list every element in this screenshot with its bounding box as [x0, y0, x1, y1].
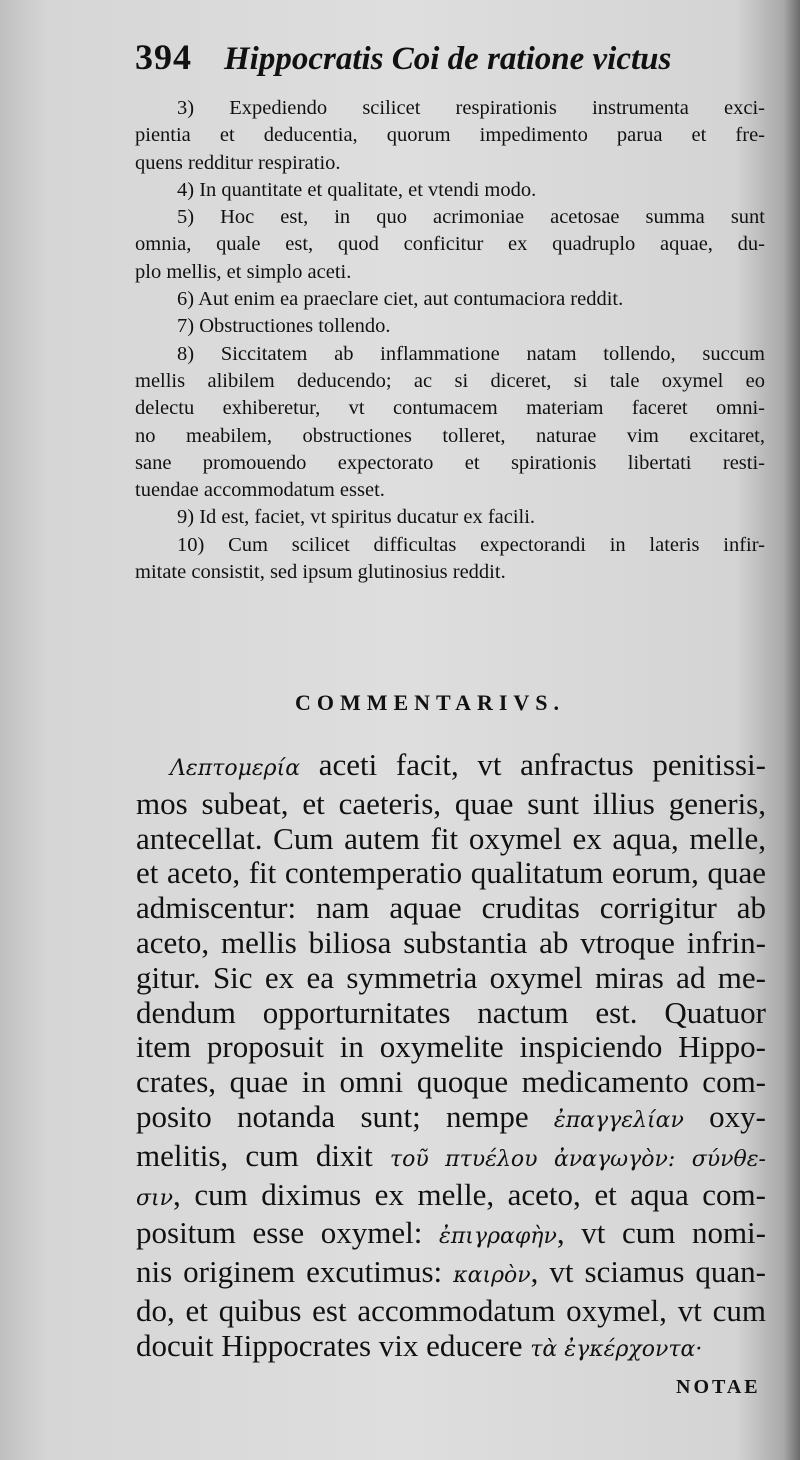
footnotes-block [135, 95, 765, 586]
latin-text: admiscentur: nam aquae cruditas corrigitur ab [136, 890, 766, 926]
footnote-line: 3) Expediendo scilicet respirationis instrumenta exci- [177, 97, 765, 119]
latin-text: aceto, mellis biliosa substantia ab vtroque infrin- [136, 924, 766, 960]
footnote-line: delectu exhiberetur, vt contumacem materiam faceret omni- [135, 397, 765, 420]
commentary-line [136, 891, 766, 926]
commentary-line [136, 1294, 766, 1329]
latin-text: , cum diximus ex melle, aceto, et aqua com- [173, 1176, 766, 1212]
greek-term: τὰ ἐγκέρχοντα· [530, 1336, 703, 1362]
footnote-line: omnia, quale est, quod conficitur ex quadruplo aquae, du- [135, 233, 765, 256]
greek-term: ἐπιγραφὴν [439, 1224, 557, 1250]
commentary-line [136, 1139, 766, 1178]
latin-text: dendum opporturnitates nactum est. Quatuor [136, 994, 766, 1030]
latin-text: mos subeat, et caeteris, quae sunt illius generis, [136, 785, 766, 821]
footnote-line: no meabilem, obstructiones tolleret, naturae vim excitaret, [135, 424, 765, 447]
footnote-line: plo mellis, et simplo aceti. [135, 260, 352, 283]
latin-text: melitis, cum dixit [136, 1137, 390, 1173]
commentary-line [136, 787, 766, 822]
latin-text: positum esse oxymel: [136, 1215, 440, 1251]
latin-text: nis originem excutimus: [136, 1254, 454, 1290]
commentary-heading: COMMENTARIVS. [294, 690, 566, 715]
commentary-line [136, 996, 766, 1031]
footnote-line: 9) Id est, faciet, vt spiritus ducatur ex facili. [177, 506, 536, 529]
footnote-line: quens redditur respiratio. [135, 151, 341, 174]
commentary-line [136, 1030, 766, 1065]
commentary-line [136, 1065, 766, 1100]
greek-term: ἐπαγγελίαν [553, 1107, 684, 1133]
footnote-line: mellis alibilem deducendo; ac si diceret, si tale oxymel eo [135, 369, 765, 392]
page-header [135, 36, 775, 86]
latin-text: et aceto, fit contemperatio qualitatum eorum, quae [136, 855, 766, 891]
greek-term: σιν [136, 1185, 174, 1211]
latin-text: oxy- [683, 1098, 767, 1134]
latin-text: posito notanda sunt; nempe [136, 1098, 554, 1134]
latin-text: docuit Hippocrates vix educere [136, 1327, 531, 1363]
latin-text: antecellat. Cum autem fit oxymel ex aqua, melle, [136, 820, 766, 856]
footnote-line: mitate consistit, sed ipsum glutinosius reddit. [135, 561, 506, 584]
commentary-line [136, 1100, 766, 1139]
footnote-line: sane promouendo expectorato et spirationis libertati resti- [135, 451, 765, 474]
latin-text: item proposuit in oxymelite inspiciendo Hippo- [136, 1029, 766, 1065]
latin-text: aceti facit, vt anfractus penitissi- [300, 747, 766, 782]
commentary-line [136, 926, 766, 961]
footnote-line: tuendae accommodatum esset. [135, 479, 385, 502]
greek-term: Λεπτομερία [170, 756, 301, 781]
commentary-line [136, 822, 766, 857]
commentary-line [136, 1329, 766, 1368]
latin-text: , vt sciamus quan- [530, 1254, 766, 1290]
footnote-line: 5) Hoc est, in quo acrimoniae acetosae summa sunt [177, 206, 765, 229]
latin-text: crates, quae in omni quoque medicamento com- [136, 1064, 766, 1100]
footnote-line: 4) In quantitate et qualitate, et vtendi modo. [177, 178, 537, 201]
commentary-line [136, 856, 766, 891]
running-head: Hippocratis Coi de ratione victus [224, 41, 672, 77]
commentary-line [136, 1255, 766, 1294]
catchword: NOTAE [676, 1376, 761, 1398]
latin-text: , vt cum nomi- [556, 1215, 766, 1251]
latin-text: gitur. Sic ex ea symmetria oxymel miras ad me- [136, 959, 766, 995]
footnote-line: 6) Aut enim ea praeclare ciet, aut contumaciora reddit. [177, 288, 624, 311]
commentary-line [136, 961, 766, 996]
greek-term: καιρὸν [453, 1263, 531, 1289]
commentary-line [136, 1178, 766, 1217]
page-number: 394 [135, 37, 192, 77]
commentary-text [136, 748, 766, 1368]
footnote-line: pientia et deducentia, quorum impedimento parua et fre- [135, 124, 765, 147]
greek-term: τοῦ πτυέλου ἀναγωγὸν: σύνθε- [389, 1146, 766, 1172]
footnote-line: 7) Obstructiones tollendo. [177, 315, 391, 338]
commentary-line [136, 748, 766, 787]
footnote-line: 10) Cum scilicet difficultas expectorandi in lateris infir- [177, 533, 765, 556]
footnote-line: 8) Siccitatem ab inflammatione natam tollendo, succum [177, 342, 765, 365]
commentary-line [136, 1216, 766, 1255]
latin-text: do, et quibus est accommodatum oxymel, vt cum [136, 1292, 766, 1328]
